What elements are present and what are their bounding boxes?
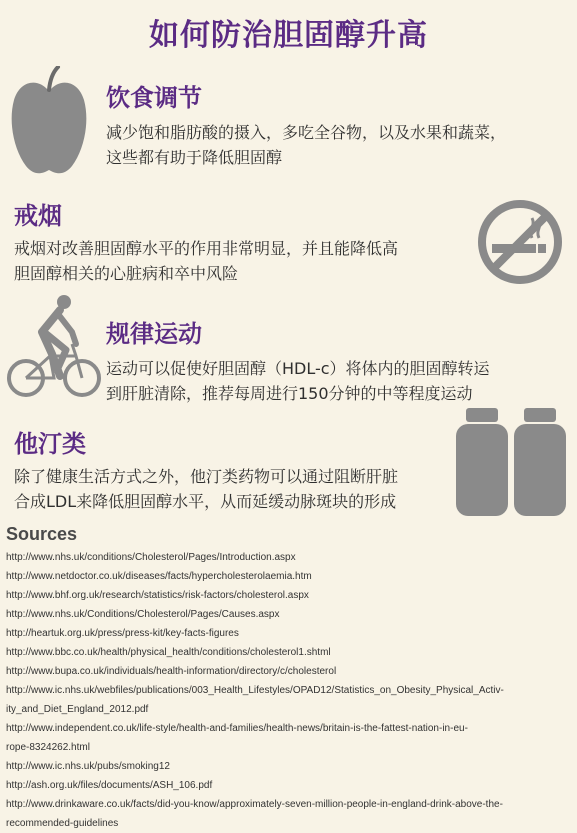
sources-list	[6, 548, 566, 833]
diet-section-title: 饮食调节	[106, 84, 202, 112]
source-item[interactable]: http://ash.org.uk/files/documents/ASH_106.pdf	[6, 780, 213, 791]
exercise-line-1: 运动可以促使好胆固醇（HDL-c）将体内的胆固醇转运	[106, 359, 490, 378]
source-item[interactable]: rope-8324262.html	[6, 742, 90, 753]
source-item[interactable]: http://www.bupa.co.uk/individuals/health-information/directory/c/cholesterol	[6, 666, 337, 677]
sources-heading: Sources	[6, 524, 78, 544]
source-item[interactable]: http://www.nhs.uk/conditions/Cholesterol/Pages/Introduction.aspx	[6, 552, 296, 563]
diet-line-2: 这些都有助于降低胆固醇	[106, 148, 283, 167]
apple-icon	[8, 66, 90, 178]
source-item[interactable]: http://www.ic.nhs.uk/webfiles/publications/003_Health_Lifestyles/OPAD12/Statistics_on_Obesity_Physical_Activ-	[6, 685, 504, 696]
page-title: 如何防治胆固醇升高	[149, 18, 428, 53]
exercise-section-title: 规律运动	[106, 320, 202, 348]
pill-bottles-icon	[452, 406, 570, 518]
smoking-section-body	[14, 236, 474, 286]
diet-line-1: 减少饱和脂肪酸的摄入，多吃全谷物，以及水果和蔬菜，	[106, 123, 507, 142]
statins-section-body	[14, 464, 474, 514]
source-item[interactable]: http://www.bbc.co.uk/health/physical_health/conditions/cholesterol1.shtml	[6, 647, 331, 658]
smoking-line-2: 胆固醇相关的心脏病和卒中风险	[14, 264, 239, 283]
no-smoking-icon	[476, 198, 564, 286]
statins-line-1: 除了健康生活方式之外，他汀类药物可以通过阻断肝脏	[14, 467, 399, 486]
source-item[interactable]: http://www.bhf.org.uk/research/statistics/risk-factors/cholesterol.aspx	[6, 590, 309, 601]
source-item[interactable]: http://heartuk.org.uk/press/press-kit/key-facts-figures	[6, 628, 239, 639]
source-item[interactable]: ity_and_Diet_England_2012.pdf	[6, 704, 149, 715]
source-item[interactable]: http://www.netdoctor.co.uk/diseases/facts/hypercholesterolaemia.htm	[6, 571, 312, 582]
smoking-line-1: 戒烟对改善胆固醇水平的作用非常明显，并且能降低高	[14, 239, 399, 258]
statins-line-2: 合成LDL来降低胆固醇水平，从而延缓动脉斑块的形成	[14, 492, 397, 511]
statins-section-title: 他汀类	[14, 430, 86, 458]
source-item[interactable]: http://www.nhs.uk/Conditions/Cholesterol/Pages/Causes.aspx	[6, 609, 280, 620]
diet-section-body	[106, 120, 566, 170]
source-item[interactable]: http://www.independent.co.uk/life-style/health-and-families/health-news/britain-is-the-fattest-nation-in-eu-	[6, 723, 468, 734]
smoking-section-title: 戒烟	[14, 202, 62, 230]
exercise-section-body	[106, 356, 568, 406]
source-item[interactable]: http://www.ic.nhs.uk/pubs/smoking12	[6, 761, 170, 772]
cyclist-icon	[6, 292, 102, 402]
source-item[interactable]: recommended-guidelines	[6, 818, 119, 829]
exercise-line-2: 到肝脏清除，推荐每周进行150分钟的中等程度运动	[106, 384, 473, 403]
source-item[interactable]: http://www.drinkaware.co.uk/facts/did-you-know/approximately-seven-million-people-in-england-drink-above-the-	[6, 799, 503, 810]
